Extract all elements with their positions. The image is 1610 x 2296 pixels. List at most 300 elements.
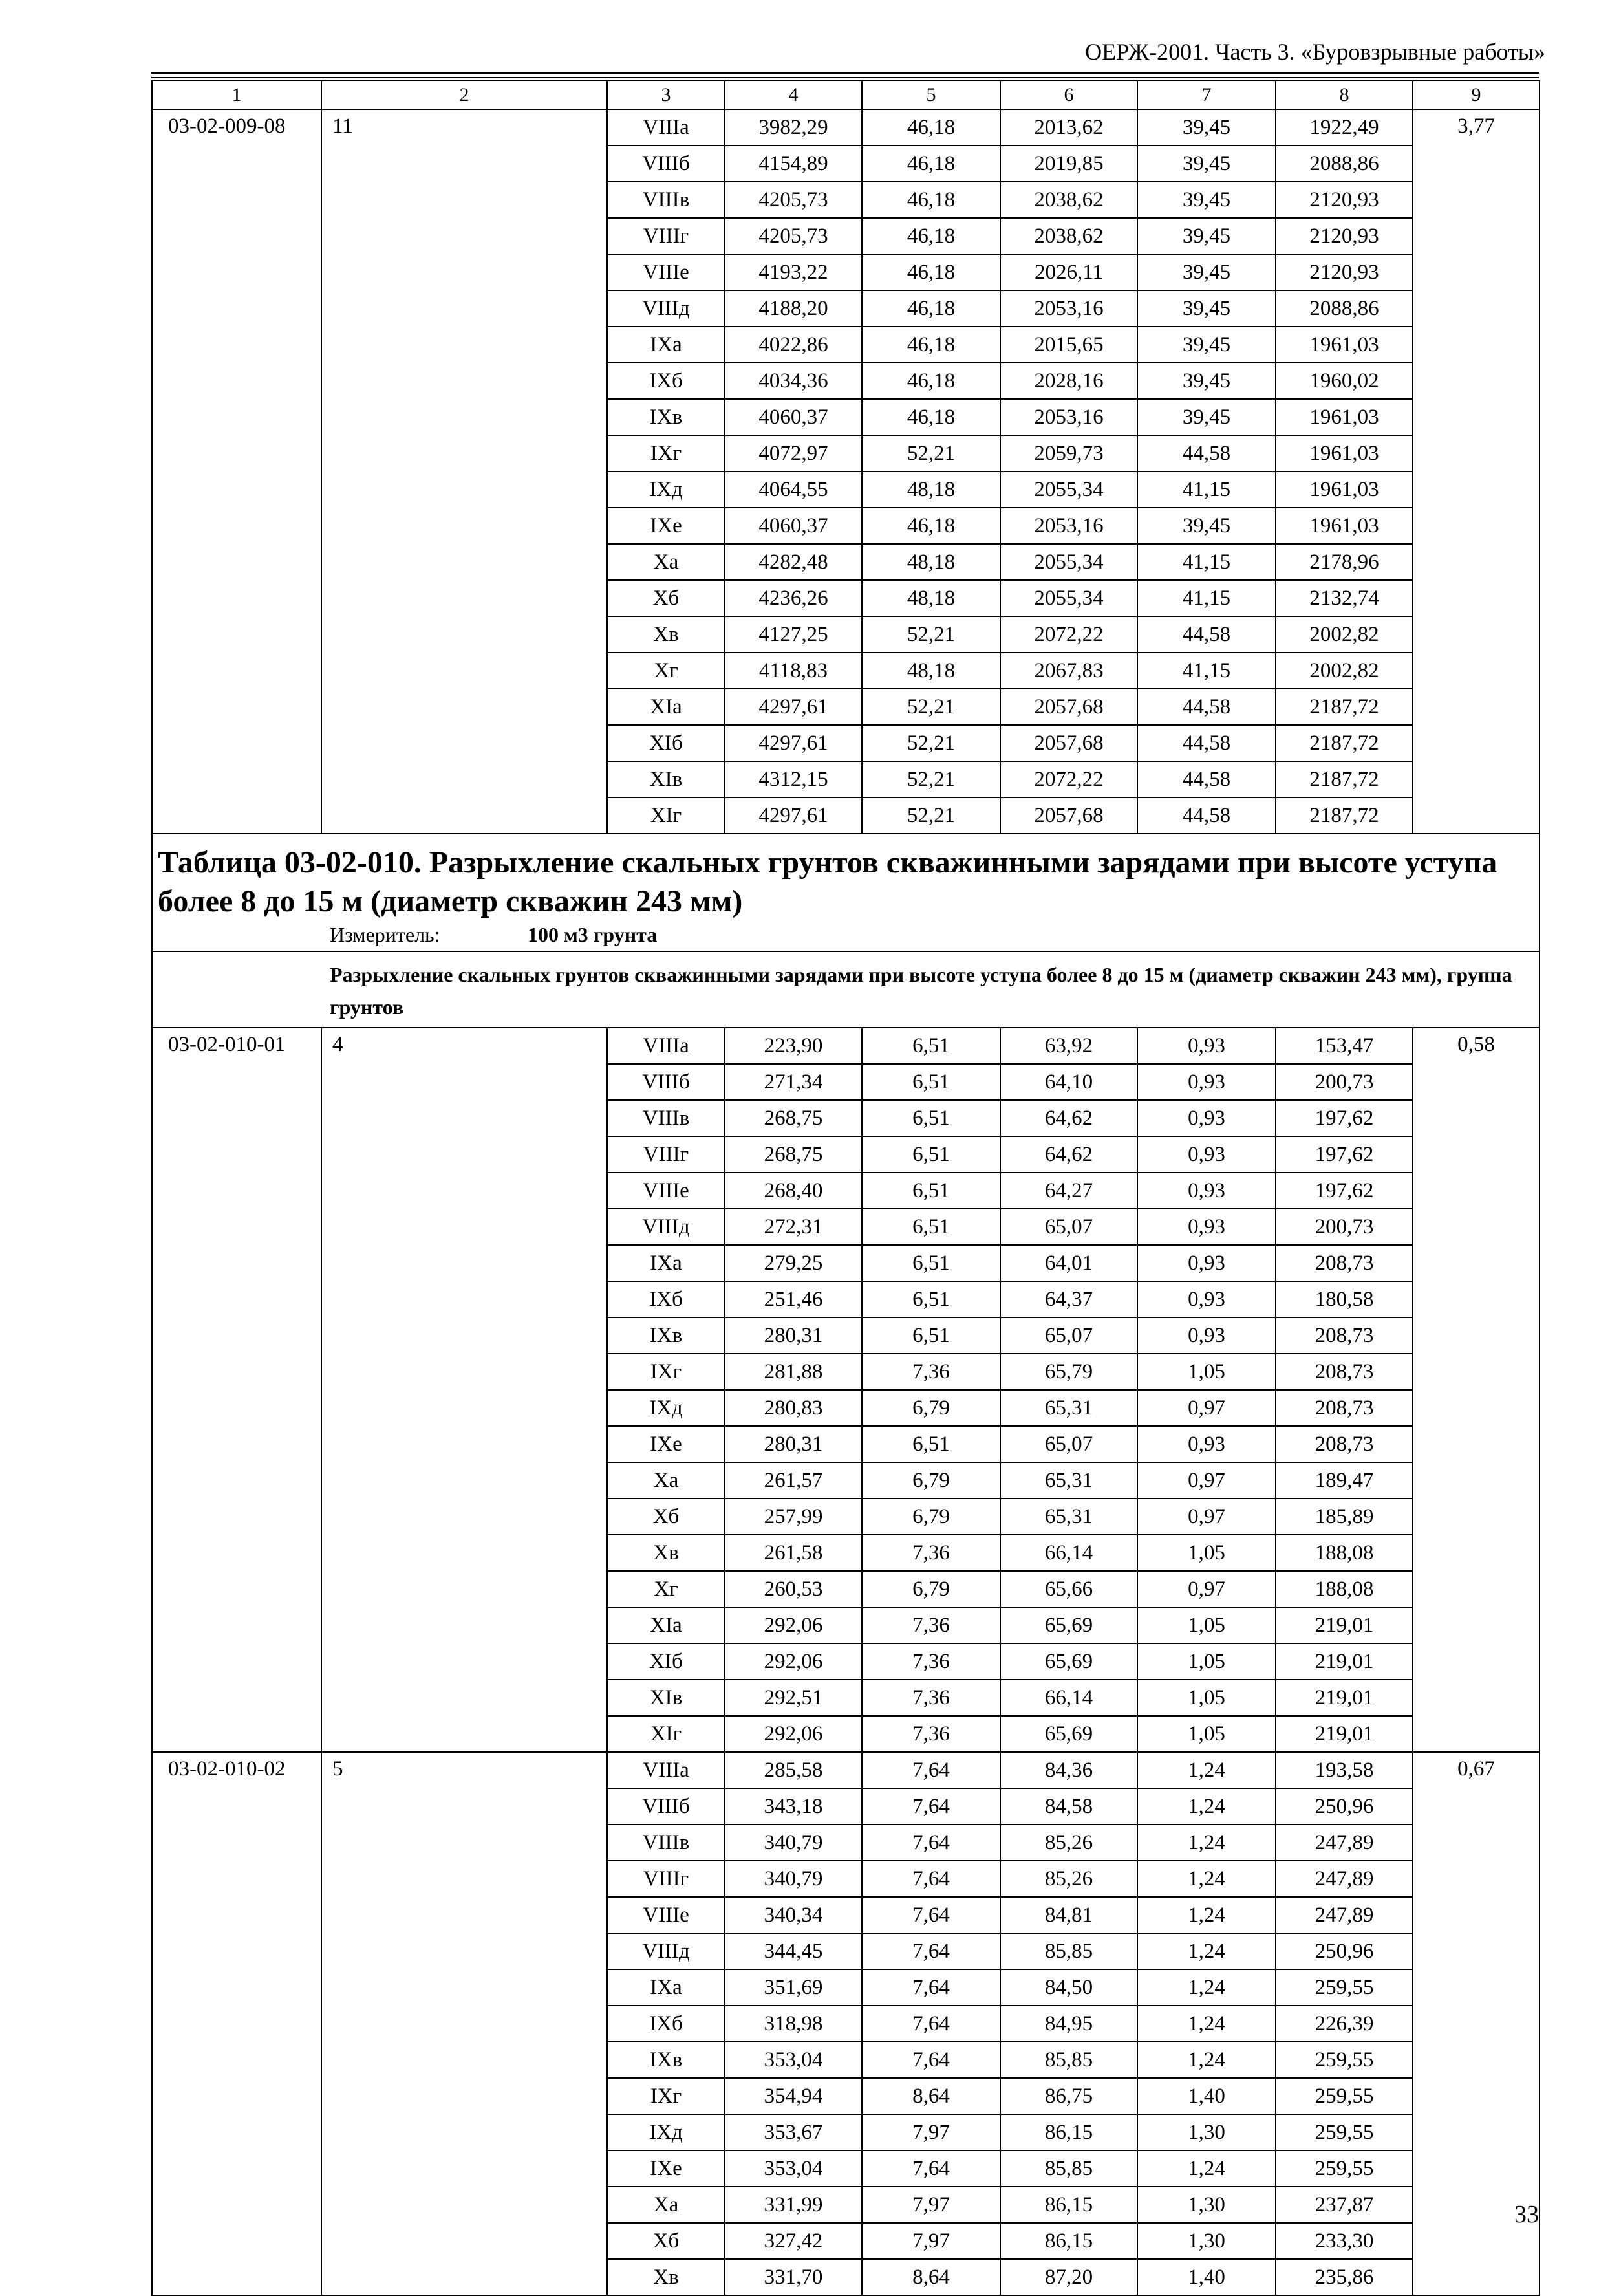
value-cell: 2002,82 xyxy=(1276,653,1413,689)
rates-table xyxy=(151,80,1540,2296)
value-cell: 185,89 xyxy=(1276,1499,1413,1535)
value-cell: 6,79 xyxy=(862,1462,1000,1499)
value-cell: 235,86 xyxy=(1276,2259,1413,2295)
value-cell: 1,05 xyxy=(1137,1535,1276,1571)
value-cell: 1,24 xyxy=(1137,1897,1276,1933)
value-cell: 1960,02 xyxy=(1276,363,1413,399)
value-cell: 7,36 xyxy=(862,1680,1000,1716)
value-cell: 1,24 xyxy=(1137,1752,1276,1788)
value-cell: 2053,16 xyxy=(1000,290,1137,327)
value-cell: 1961,03 xyxy=(1276,508,1413,544)
rate-code: 03-02-010-01 xyxy=(152,1028,321,1752)
value-cell: 64,62 xyxy=(1000,1136,1137,1173)
value-cell: 39,45 xyxy=(1137,363,1276,399)
value-cell: 2088,86 xyxy=(1276,146,1413,182)
value-cell: 4188,20 xyxy=(725,290,862,327)
value-cell: 46,18 xyxy=(862,327,1000,363)
soil-category: IXб xyxy=(607,1281,725,1317)
value-cell: 86,15 xyxy=(1000,2187,1137,2223)
value-cell: 64,27 xyxy=(1000,1173,1137,1209)
value-cell: 1961,03 xyxy=(1276,435,1413,471)
soil-category: Xб xyxy=(607,2223,725,2259)
value-cell: 281,88 xyxy=(725,1354,862,1390)
value-cell: 41,15 xyxy=(1137,653,1276,689)
value-cell: 86,75 xyxy=(1000,2078,1137,2114)
value-cell: 39,45 xyxy=(1137,399,1276,435)
table-row xyxy=(152,1028,1540,1064)
value-cell: 219,01 xyxy=(1276,1716,1413,1752)
value-cell: 84,50 xyxy=(1000,1969,1137,2006)
value-cell: 292,06 xyxy=(725,1643,862,1680)
column-number: 1 xyxy=(152,81,321,109)
value-cell: 2120,93 xyxy=(1276,254,1413,290)
value-cell: 44,58 xyxy=(1137,725,1276,761)
value-cell: 7,64 xyxy=(862,1861,1000,1897)
value-cell: 1,24 xyxy=(1137,1969,1276,2006)
value-cell: 7,36 xyxy=(862,1643,1000,1680)
value-cell: 4118,83 xyxy=(725,653,862,689)
value-cell: 0,93 xyxy=(1137,1317,1276,1354)
value-cell: 4297,61 xyxy=(725,797,862,834)
soil-category: IXе xyxy=(607,2150,725,2187)
column-number: 3 xyxy=(607,81,725,109)
value-cell: 292,06 xyxy=(725,1607,862,1643)
value-cell: 4034,36 xyxy=(725,363,862,399)
value-cell: 340,34 xyxy=(725,1897,862,1933)
value-cell: 280,31 xyxy=(725,1317,862,1354)
table-body xyxy=(152,81,1540,2295)
value-cell: 280,31 xyxy=(725,1426,862,1462)
value-cell: 1,30 xyxy=(1137,2114,1276,2150)
value-cell: 2187,72 xyxy=(1276,761,1413,797)
value-cell: 2055,34 xyxy=(1000,544,1137,580)
value-cell: 8,64 xyxy=(862,2078,1000,2114)
value-cell: 2072,22 xyxy=(1000,761,1137,797)
value-cell: 2057,68 xyxy=(1000,689,1137,725)
value-cell: 6,51 xyxy=(862,1173,1000,1209)
value-cell: 259,55 xyxy=(1276,1969,1413,2006)
value-cell: 251,46 xyxy=(725,1281,862,1317)
value-cell: 4064,55 xyxy=(725,471,862,508)
value-cell: 351,69 xyxy=(725,1969,862,2006)
value-cell: 48,18 xyxy=(862,471,1000,508)
value-cell: 292,06 xyxy=(725,1716,862,1752)
column-number-row xyxy=(152,81,1540,109)
value-cell: 0,97 xyxy=(1137,1499,1276,1535)
measure-value: 100 м3 грунта xyxy=(528,923,658,946)
value-cell: 208,73 xyxy=(1276,1245,1413,1281)
header-rule xyxy=(151,72,1539,74)
value-cell: 259,55 xyxy=(1276,2114,1413,2150)
soil-category: XIб xyxy=(607,725,725,761)
value-cell: 1,05 xyxy=(1137,1354,1276,1390)
value-cell: 188,08 xyxy=(1276,1571,1413,1607)
value-cell: 6,51 xyxy=(862,1281,1000,1317)
value-cell: 41,15 xyxy=(1137,471,1276,508)
value-cell: 64,10 xyxy=(1000,1064,1137,1100)
value-cell: 200,73 xyxy=(1276,1209,1413,1245)
table-subtitle: Разрыхление скальных грунтов скважинными зарядами при высоте уступа более 8 до 15 м (диаметр скважин 243 мм), группа грунтов xyxy=(152,951,1540,1028)
value-cell: 6,51 xyxy=(862,1245,1000,1281)
value-cell: 7,64 xyxy=(862,1825,1000,1861)
rate-code: 03-02-010-02 xyxy=(152,1752,321,2295)
value-cell: 39,45 xyxy=(1137,146,1276,182)
value-cell: 1,24 xyxy=(1137,1933,1276,1969)
soil-category: VIIIе xyxy=(607,1173,725,1209)
value-cell: 197,62 xyxy=(1276,1136,1413,1173)
value-cell: 257,99 xyxy=(725,1499,862,1535)
measure-label: Измеритель: xyxy=(330,923,440,946)
value-cell: 208,73 xyxy=(1276,1426,1413,1462)
column-number: 7 xyxy=(1137,81,1276,109)
value-cell: 0,93 xyxy=(1137,1028,1276,1064)
value-cell: 272,31 xyxy=(725,1209,862,1245)
soil-category: VIIIд xyxy=(607,290,725,327)
value-cell: 208,73 xyxy=(1276,1390,1413,1426)
column-number: 4 xyxy=(725,81,862,109)
value-cell: 65,66 xyxy=(1000,1571,1137,1607)
value-cell: 6,79 xyxy=(862,1499,1000,1535)
value-cell: 7,64 xyxy=(862,1969,1000,2006)
value-cell: 46,18 xyxy=(862,363,1000,399)
value-cell: 6,51 xyxy=(862,1209,1000,1245)
value-cell: 3982,29 xyxy=(725,109,862,146)
value-cell: 66,14 xyxy=(1000,1535,1137,1571)
value-cell: 2132,74 xyxy=(1276,580,1413,616)
value-cell: 4205,73 xyxy=(725,182,862,218)
table-subtitle-row xyxy=(152,951,1540,1028)
table-title: Таблица 03-02-010. Разрыхление скальных грунтов скважинными зарядами при высоте уступа более 8 до 15 м (диаметр скважин 243 мм) xyxy=(158,845,1497,918)
value-cell: 41,15 xyxy=(1137,544,1276,580)
value-cell: 44,58 xyxy=(1137,797,1276,834)
soil-category: XIг xyxy=(607,797,725,834)
soil-category: VIIIб xyxy=(607,1064,725,1100)
soil-category: IXб xyxy=(607,363,725,399)
value-cell: 268,40 xyxy=(725,1173,862,1209)
value-cell: 0,93 xyxy=(1137,1281,1276,1317)
value-cell: 268,75 xyxy=(725,1136,862,1173)
value-cell: 1,40 xyxy=(1137,2078,1276,2114)
value-cell: 2015,65 xyxy=(1000,327,1137,363)
value-cell: 250,96 xyxy=(1276,1788,1413,1825)
value-cell: 353,04 xyxy=(725,2150,862,2187)
soil-category: VIIIг xyxy=(607,1136,725,1173)
value-cell: 331,70 xyxy=(725,2259,862,2295)
value-cell: 219,01 xyxy=(1276,1643,1413,1680)
value-cell: 64,37 xyxy=(1000,1281,1137,1317)
value-cell: 0,93 xyxy=(1137,1100,1276,1136)
value-cell: 247,89 xyxy=(1276,1825,1413,1861)
value-cell: 343,18 xyxy=(725,1788,862,1825)
value-cell: 2120,93 xyxy=(1276,182,1413,218)
value-cell: 65,31 xyxy=(1000,1499,1137,1535)
value-cell: 65,31 xyxy=(1000,1390,1137,1426)
value-cell: 200,73 xyxy=(1276,1064,1413,1100)
value-cell: 260,53 xyxy=(725,1571,862,1607)
value-cell: 4205,73 xyxy=(725,218,862,254)
value-cell: 223,90 xyxy=(725,1028,862,1064)
col9-value: 0,67 xyxy=(1413,1752,1540,2295)
value-cell: 84,58 xyxy=(1000,1788,1137,1825)
value-cell: 1,30 xyxy=(1137,2223,1276,2259)
value-cell: 46,18 xyxy=(862,218,1000,254)
value-cell: 52,21 xyxy=(862,797,1000,834)
value-cell: 318,98 xyxy=(725,2006,862,2042)
value-cell: 2055,34 xyxy=(1000,471,1137,508)
value-cell: 65,69 xyxy=(1000,1716,1137,1752)
value-cell: 6,51 xyxy=(862,1136,1000,1173)
value-cell: 237,87 xyxy=(1276,2187,1413,2223)
value-cell: 292,51 xyxy=(725,1680,862,1716)
value-cell: 353,67 xyxy=(725,2114,862,2150)
value-cell: 7,64 xyxy=(862,1788,1000,1825)
value-cell: 2187,72 xyxy=(1276,725,1413,761)
value-cell: 7,36 xyxy=(862,1354,1000,1390)
value-cell: 259,55 xyxy=(1276,2150,1413,2187)
value-cell: 7,97 xyxy=(862,2187,1000,2223)
value-cell: 327,42 xyxy=(725,2223,862,2259)
soil-category: Xа xyxy=(607,544,725,580)
soil-category: IXв xyxy=(607,1317,725,1354)
value-cell: 84,36 xyxy=(1000,1752,1137,1788)
value-cell: 0,93 xyxy=(1137,1173,1276,1209)
value-cell: 4312,15 xyxy=(725,761,862,797)
value-cell: 63,92 xyxy=(1000,1028,1137,1064)
value-cell: 340,79 xyxy=(725,1825,862,1861)
value-cell: 4154,89 xyxy=(725,146,862,182)
soil-category: VIIIа xyxy=(607,109,725,146)
value-cell: 4022,86 xyxy=(725,327,862,363)
value-cell: 85,85 xyxy=(1000,2150,1137,2187)
value-cell: 46,18 xyxy=(862,182,1000,218)
column-number: 6 xyxy=(1000,81,1137,109)
value-cell: 4236,26 xyxy=(725,580,862,616)
value-cell: 2057,68 xyxy=(1000,797,1137,834)
value-cell: 46,18 xyxy=(862,146,1000,182)
value-cell: 271,34 xyxy=(725,1064,862,1100)
soil-category: XIа xyxy=(607,1607,725,1643)
value-cell: 2053,16 xyxy=(1000,508,1137,544)
value-cell: 65,69 xyxy=(1000,1607,1137,1643)
value-cell: 46,18 xyxy=(862,399,1000,435)
value-cell: 52,21 xyxy=(862,435,1000,471)
value-cell: 87,20 xyxy=(1000,2259,1137,2295)
value-cell: 1961,03 xyxy=(1276,399,1413,435)
soil-category: Xв xyxy=(607,1535,725,1571)
value-cell: 2187,72 xyxy=(1276,689,1413,725)
value-cell: 153,47 xyxy=(1276,1028,1413,1064)
group-number: 4 xyxy=(321,1028,607,1752)
soil-category: IXг xyxy=(607,435,725,471)
value-cell: 208,73 xyxy=(1276,1317,1413,1354)
value-cell: 7,64 xyxy=(862,1933,1000,1969)
value-cell: 0,93 xyxy=(1137,1426,1276,1462)
value-cell: 0,97 xyxy=(1137,1462,1276,1499)
soil-category: XIб xyxy=(607,1643,725,1680)
value-cell: 64,62 xyxy=(1000,1100,1137,1136)
value-cell: 48,18 xyxy=(862,544,1000,580)
value-cell: 52,21 xyxy=(862,689,1000,725)
value-cell: 7,36 xyxy=(862,1607,1000,1643)
column-number: 9 xyxy=(1413,81,1540,109)
value-cell: 6,79 xyxy=(862,1390,1000,1426)
value-cell: 2053,16 xyxy=(1000,399,1137,435)
value-cell: 354,94 xyxy=(725,2078,862,2114)
value-cell: 331,99 xyxy=(725,2187,862,2223)
value-cell: 7,36 xyxy=(862,1716,1000,1752)
value-cell: 2059,73 xyxy=(1000,435,1137,471)
value-cell: 44,58 xyxy=(1137,616,1276,653)
value-cell: 193,58 xyxy=(1276,1752,1413,1788)
value-cell: 6,79 xyxy=(862,1571,1000,1607)
value-cell: 7,64 xyxy=(862,1897,1000,1933)
value-cell: 1,05 xyxy=(1137,1643,1276,1680)
value-cell: 39,45 xyxy=(1137,508,1276,544)
value-cell: 285,58 xyxy=(725,1752,862,1788)
value-cell: 189,47 xyxy=(1276,1462,1413,1499)
soil-category: XIа xyxy=(607,689,725,725)
soil-category: IXд xyxy=(607,2114,725,2150)
value-cell: 4297,61 xyxy=(725,689,862,725)
value-cell: 247,89 xyxy=(1276,1861,1413,1897)
soil-category: IXа xyxy=(607,327,725,363)
value-cell: 1,24 xyxy=(1137,1788,1276,1825)
value-cell: 46,18 xyxy=(862,508,1000,544)
soil-category: VIIIб xyxy=(607,146,725,182)
value-cell: 85,26 xyxy=(1000,1861,1137,1897)
soil-category: VIIIа xyxy=(607,1028,725,1064)
column-number: 2 xyxy=(321,81,607,109)
soil-category: Xв xyxy=(607,616,725,653)
soil-category: IXг xyxy=(607,1354,725,1390)
soil-category: Xв xyxy=(607,2259,725,2295)
value-cell: 268,75 xyxy=(725,1100,862,1136)
soil-category: XIг xyxy=(607,1716,725,1752)
value-cell: 44,58 xyxy=(1137,435,1276,471)
value-cell: 7,64 xyxy=(862,2006,1000,2042)
value-cell: 2057,68 xyxy=(1000,725,1137,761)
value-cell: 1,24 xyxy=(1137,2006,1276,2042)
value-cell: 247,89 xyxy=(1276,1897,1413,1933)
soil-category: VIIIб xyxy=(607,1788,725,1825)
value-cell: 66,14 xyxy=(1000,1680,1137,1716)
value-cell: 340,79 xyxy=(725,1861,862,1897)
value-cell: 4193,22 xyxy=(725,254,862,290)
value-cell: 4297,61 xyxy=(725,725,862,761)
col9-value: 3,77 xyxy=(1413,109,1540,834)
soil-category: IXд xyxy=(607,1390,725,1426)
value-cell: 7,64 xyxy=(862,2150,1000,2187)
value-cell: 41,15 xyxy=(1137,580,1276,616)
value-cell: 44,58 xyxy=(1137,761,1276,797)
value-cell: 2026,11 xyxy=(1000,254,1137,290)
value-cell: 65,07 xyxy=(1000,1317,1137,1354)
value-cell: 1,05 xyxy=(1137,1607,1276,1643)
value-cell: 2013,62 xyxy=(1000,109,1137,146)
value-cell: 261,57 xyxy=(725,1462,862,1499)
soil-category: IXа xyxy=(607,1245,725,1281)
value-cell: 2028,16 xyxy=(1000,363,1137,399)
soil-category: IXе xyxy=(607,508,725,544)
value-cell: 0,97 xyxy=(1137,1390,1276,1426)
value-cell: 7,64 xyxy=(862,1752,1000,1788)
soil-category: XIв xyxy=(607,1680,725,1716)
group-number: 5 xyxy=(321,1752,607,2295)
soil-category: VIIIе xyxy=(607,254,725,290)
value-cell: 6,51 xyxy=(862,1317,1000,1354)
value-cell: 85,85 xyxy=(1000,1933,1137,1969)
value-cell: 6,51 xyxy=(862,1064,1000,1100)
value-cell: 353,04 xyxy=(725,2042,862,2078)
table-row xyxy=(152,1752,1540,1788)
column-number: 5 xyxy=(862,81,1000,109)
value-cell: 180,58 xyxy=(1276,1281,1413,1317)
value-cell: 219,01 xyxy=(1276,1680,1413,1716)
value-cell: 86,15 xyxy=(1000,2223,1137,2259)
value-cell: 7,36 xyxy=(862,1535,1000,1571)
value-cell: 1,24 xyxy=(1137,1861,1276,1897)
value-cell: 85,85 xyxy=(1000,2042,1137,2078)
value-cell: 208,73 xyxy=(1276,1354,1413,1390)
soil-category: VIIIд xyxy=(607,1209,725,1245)
value-cell: 4127,25 xyxy=(725,616,862,653)
header-rule-double xyxy=(151,77,1539,78)
value-cell: 259,55 xyxy=(1276,2078,1413,2114)
value-cell: 1961,03 xyxy=(1276,471,1413,508)
value-cell: 39,45 xyxy=(1137,182,1276,218)
value-cell: 64,01 xyxy=(1000,1245,1137,1281)
table-title-row xyxy=(152,834,1540,951)
value-cell: 39,45 xyxy=(1137,109,1276,146)
soil-category: Xг xyxy=(607,1571,725,1607)
value-cell: 226,39 xyxy=(1276,2006,1413,2042)
running-header: ОЕРЖ-2001. Часть 3. «Буровзрывные работы» xyxy=(1085,39,1545,65)
value-cell: 52,21 xyxy=(862,725,1000,761)
value-cell: 2120,93 xyxy=(1276,218,1413,254)
value-cell: 279,25 xyxy=(725,1245,862,1281)
value-cell: 0,93 xyxy=(1137,1209,1276,1245)
value-cell: 86,15 xyxy=(1000,2114,1137,2150)
value-cell: 39,45 xyxy=(1137,254,1276,290)
value-cell: 4060,37 xyxy=(725,399,862,435)
soil-category: XIв xyxy=(607,761,725,797)
soil-category: Xг xyxy=(607,653,725,689)
value-cell: 1922,49 xyxy=(1276,109,1413,146)
value-cell: 2038,62 xyxy=(1000,182,1137,218)
value-cell: 2055,34 xyxy=(1000,580,1137,616)
value-cell: 52,21 xyxy=(862,761,1000,797)
soil-category: VIIIг xyxy=(607,218,725,254)
value-cell: 2067,83 xyxy=(1000,653,1137,689)
value-cell: 2187,72 xyxy=(1276,797,1413,834)
column-number: 8 xyxy=(1276,81,1413,109)
value-cell: 1961,03 xyxy=(1276,327,1413,363)
soil-category: IXб xyxy=(607,2006,725,2042)
value-cell: 0,93 xyxy=(1137,1064,1276,1100)
soil-category: IXа xyxy=(607,1969,725,2006)
value-cell: 7,97 xyxy=(862,2223,1000,2259)
value-cell: 4060,37 xyxy=(725,508,862,544)
value-cell: 6,51 xyxy=(862,1028,1000,1064)
value-cell: 2019,85 xyxy=(1000,146,1137,182)
soil-category: VIIIв xyxy=(607,182,725,218)
value-cell: 46,18 xyxy=(862,254,1000,290)
value-cell: 1,24 xyxy=(1137,1825,1276,1861)
soil-category: IXв xyxy=(607,399,725,435)
value-cell: 2178,96 xyxy=(1276,544,1413,580)
value-cell: 65,07 xyxy=(1000,1209,1137,1245)
soil-category: VIIIг xyxy=(607,1861,725,1897)
